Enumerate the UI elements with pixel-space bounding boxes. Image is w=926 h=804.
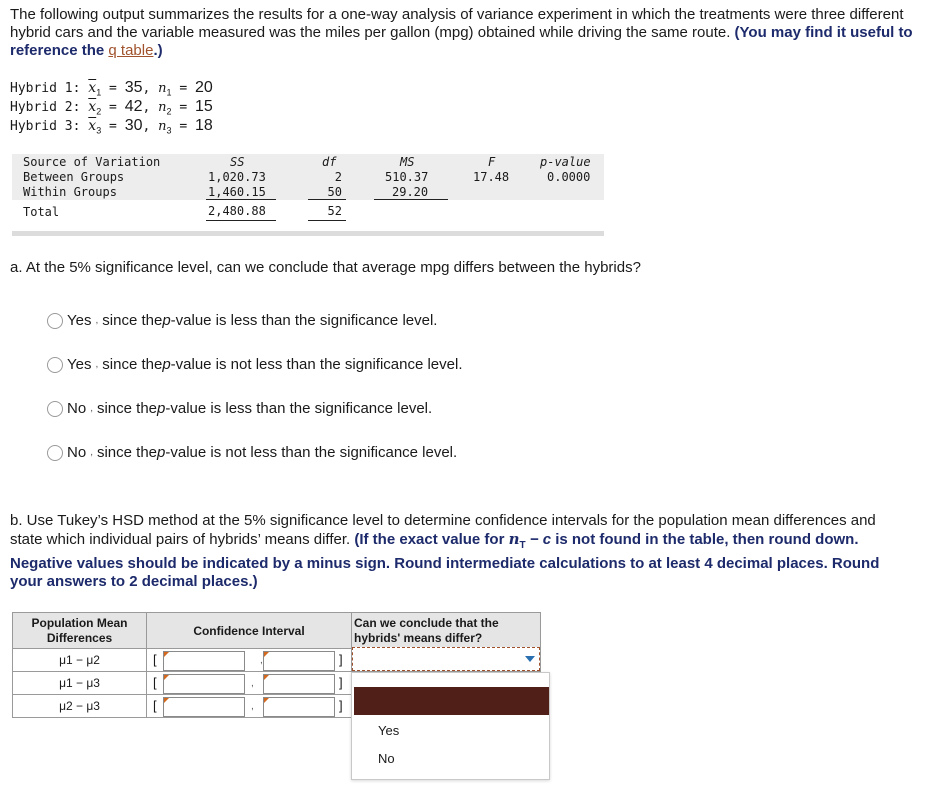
flag-icon xyxy=(164,652,169,657)
dropdown-option-blank-highlighted[interactable] xyxy=(354,687,549,715)
lower-bound-input[interactable] xyxy=(163,697,245,717)
within-label: Within Groups xyxy=(23,185,117,199)
flag-icon xyxy=(164,698,169,703)
flag-icon xyxy=(264,652,269,657)
option-a1[interactable]: Yes , since the p -value is less than the significance level. xyxy=(47,312,437,329)
total-ss: 2,480.88 xyxy=(208,204,266,218)
header-source: Source of Variation xyxy=(23,155,161,169)
instructions: (If the exact value for $n_T - c$ is not found in the table, then round down. Negative values should be indicated by a minus sign. Round intermediate calculations to at least 4 decimal places. Round your answers to 2 decimal places.) xyxy=(10,530,880,590)
hybrid-3-summary: Hybrid 3: $\overline{x}_3 = 30$, $n_3 = 18$ xyxy=(10,117,213,136)
total-df-underline xyxy=(308,220,346,221)
radio-button[interactable] xyxy=(47,313,63,329)
header-df: df xyxy=(322,155,337,169)
lower-bound-input[interactable] xyxy=(163,651,245,671)
interval-cell: [ , ] xyxy=(147,695,352,718)
reference-note: (You may find it useful to reference the q table.) xyxy=(10,24,913,59)
q-table-link[interactable]: q table xyxy=(108,42,154,59)
xbar-symbol: $\overline{x}$ xyxy=(88,80,97,96)
upper-bound-input[interactable] xyxy=(263,651,335,671)
between-df: 2 xyxy=(334,170,342,184)
conclusion-dropdown[interactable] xyxy=(352,647,540,671)
upper-bound-input[interactable] xyxy=(263,674,335,694)
flag-icon xyxy=(264,698,269,703)
ms-underline xyxy=(374,199,448,200)
within-ms: 29.20 xyxy=(392,185,429,199)
flag-icon xyxy=(164,675,169,680)
lower-bound-input[interactable] xyxy=(163,674,245,694)
between-f: 17.48 xyxy=(473,170,510,184)
between-ms: 510.37 xyxy=(385,170,429,184)
pair-label: μ1 − μ3 xyxy=(13,672,147,695)
between-label: Between Groups xyxy=(23,170,125,184)
dropdown-option-yes[interactable]: Yes xyxy=(378,723,400,738)
option-a2[interactable]: Yes , since the p -value is not less than the significance level. xyxy=(47,356,462,373)
radio-button[interactable] xyxy=(47,401,63,417)
hybrid-1-summary: Hybrid 1: $\overline{x}_1 = 35$, $n_1 = 20$ xyxy=(10,79,213,98)
total-df: 52 xyxy=(327,204,342,218)
upper-bound-input[interactable] xyxy=(263,697,335,717)
intro-text: The following output summarizes the results for a one-way analysis of variance experiment in which the treatments were three different hybrid cars and the variable measured was the miles per gallon (mpg) obtained while driving the same route. xyxy=(10,6,904,41)
option-a4[interactable]: No , since the p -value is not less than the significance level. xyxy=(47,444,457,461)
xbar-symbol: $\overline{x}$ xyxy=(88,99,97,115)
option-a3[interactable]: No , since the p -value is less than the significance level. xyxy=(47,400,432,417)
header-f: F xyxy=(488,155,496,169)
pair-label: μ1 − μ2 xyxy=(13,649,147,672)
ss-underline xyxy=(206,199,276,200)
header-pvalue: p-value xyxy=(540,155,591,169)
radio-button[interactable] xyxy=(47,357,63,373)
within-df: 50 xyxy=(327,185,342,199)
header-ms: MS xyxy=(400,155,415,169)
question-b: b. Use Tukey’s HSD method at the 5% significance level to determine confidence intervals for the population mean differences and state which individual pairs of hybrids’ means differ. (If the exact value for $n_T - c$ is not found in the table, then round down. Negative values should be indicated by a minus sign. Round intermediate calculations to at least 4 decimal places. Round your answers to 2 decimal places.) xyxy=(10,512,880,590)
dropdown-menu xyxy=(351,672,550,780)
col-header-differences: Population Mean Differences xyxy=(13,613,147,649)
between-pvalue: 0.0000 xyxy=(547,170,591,184)
col-header-conclusion: Can we conclude that the hybrids' means differ? xyxy=(352,613,541,649)
pair-label: μ2 − μ3 xyxy=(13,695,147,718)
question-a: a. At the 5% significance level, can we conclude that average mpg differs between the hybrids? xyxy=(10,259,641,276)
within-ss: 1,460.15 xyxy=(208,185,266,199)
separator xyxy=(12,231,604,236)
df-underline xyxy=(308,199,346,200)
dropdown-option-no[interactable]: No xyxy=(378,751,395,766)
chevron-down-icon[interactable] xyxy=(525,656,535,662)
interval-cell: [ , ] xyxy=(147,672,352,695)
col-header-interval: Confidence Interval xyxy=(147,613,352,649)
radio-button[interactable] xyxy=(47,445,63,461)
total-label: Total xyxy=(23,205,60,219)
xbar-symbol: $\overline{x}$ xyxy=(88,118,97,134)
header-ss: SS xyxy=(230,155,245,169)
flag-icon xyxy=(264,675,269,680)
total-ss-underline xyxy=(206,220,276,221)
hybrid-2-summary: Hybrid 2: $\overline{x}_2 = 42$, $n_2 = 15$ xyxy=(10,98,213,117)
problem-intro xyxy=(10,6,915,60)
between-ss: 1,020.73 xyxy=(208,170,266,184)
anova-table xyxy=(12,154,604,200)
interval-cell: [ , ] xyxy=(147,649,352,672)
